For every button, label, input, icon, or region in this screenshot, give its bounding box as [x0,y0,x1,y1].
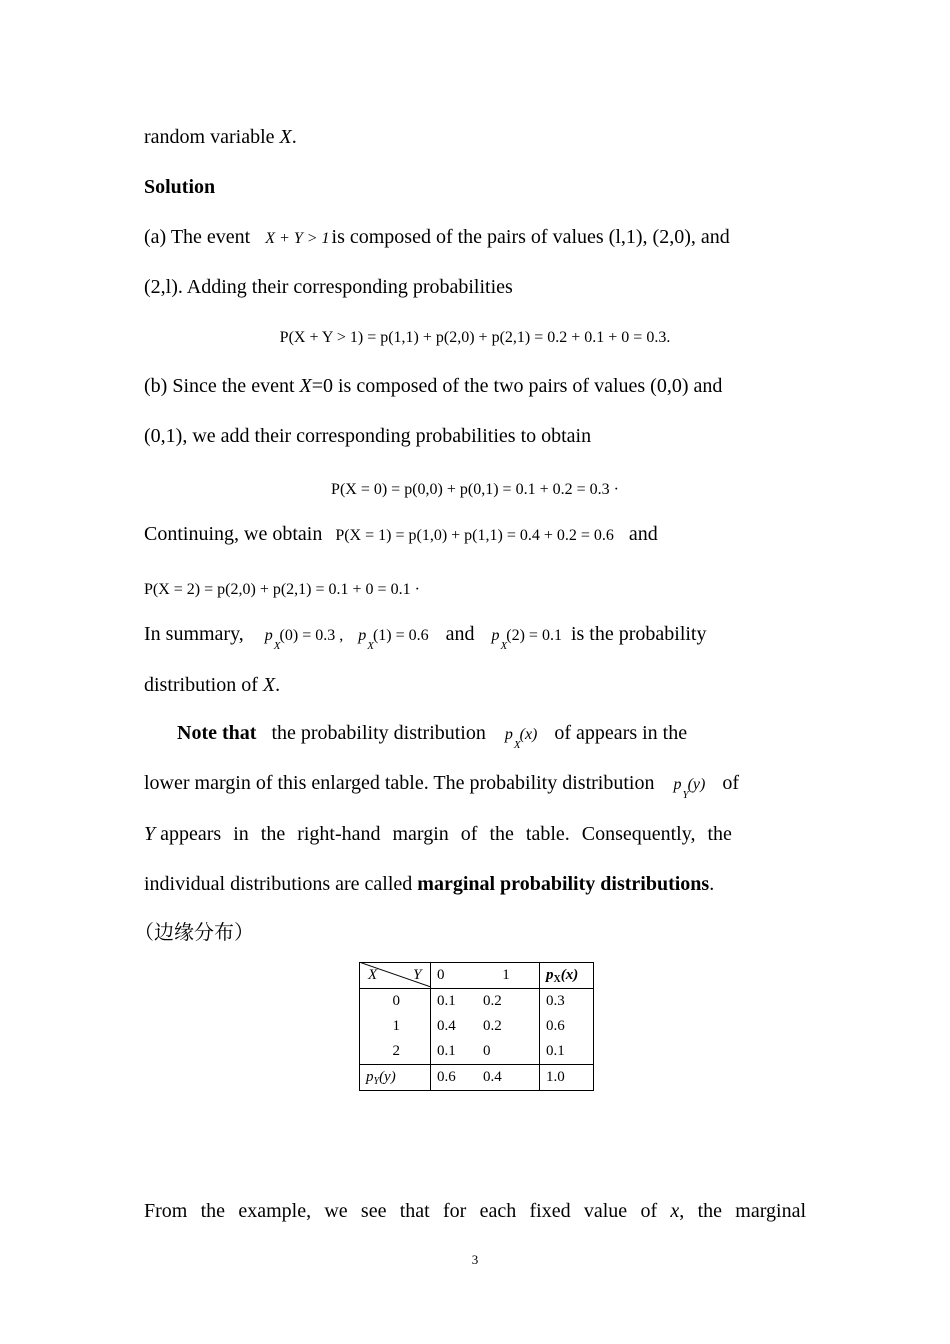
table-px-header: $p_X(x)$ [540,963,594,989]
inline-equation-x1: P(X = 1) = p(1,0) + p(1,1) = 0.4 + 0.2 = 0.6 [335,527,614,544]
distribution-line: distribution of X. [144,674,281,696]
summary-line: In summary, $p_X(0) = 0.3$ , $p_X(1) = 0.6$ and $p_X(2) = 0.1$ is the probability [144,623,707,652]
equation-1: P(X + Y > 1) = p(1,1) + p(2,0) + p(2,1) = 0.2 + 0.1 + 0 = 0.3. [279,329,671,346]
row-x-value: 2 [360,1039,431,1065]
row-x-value: 1 [360,1014,431,1039]
py-label: $p_Y(y)$ [360,1065,431,1091]
table-header-row [360,963,594,989]
table-row [360,989,594,1015]
inline-math-x-plus-y: X + Y > 1 [265,230,330,247]
from-example-line: From the example, we see that for each fixed value of x, the marginal [144,1200,807,1222]
row-probabilities: 0.4 0.2 [431,1014,540,1039]
joint-probability-table [359,962,594,1091]
lower-margin-line: lower margin of this enlarged table. The probability distribution $p_Y(y)$ of [144,772,740,801]
part-b-line-2: (0,1), we add their corresponding probabilities to obtain [144,425,592,447]
equation-3: P(X = 2) = p(2,0) + p(2,1) = 0.1 + 0 = 0.1 · [144,581,420,598]
part-a-line-2: (2,l). Adding their corresponding probabilities [144,276,513,298]
part-a-line-1: (a) The event X + Y > 1 is composed of the pairs of values (l,1), (2,0), and [144,226,730,248]
row-probabilities: 0.1 0 [431,1039,540,1065]
table-corner-cell: X Y [360,963,431,989]
table-py-row [360,1065,594,1091]
note-line: Note that the probability distribution $p_X(x)$ of appears in the [177,722,688,751]
py-values: 0.6 0.4 [431,1065,540,1091]
solution-heading: Solution [144,176,216,198]
row-x-value: 0 [360,989,431,1015]
row-px: 0.1 [540,1039,594,1065]
row-px: 0.6 [540,1014,594,1039]
equation-2: P(X = 0) = p(0,0) + p(0,1) = 0.1 + 0.2 = 0.3 · [331,481,619,498]
table-total: 1.0 [540,1065,594,1091]
row-probabilities: 0.1 0.2 [431,989,540,1015]
table-y-values-header: 0 1 [431,963,540,989]
text-line-random-variable: random variable X. [144,126,297,148]
continuing-line: Continuing, we obtain P(X = 1) = p(1,0) + p(1,1) = 0.4 + 0.2 = 0.6 and [144,523,658,545]
chinese-note: （边缘分布） [134,920,254,944]
part-b-line-1: (b) Since the event X=0 is composed of the two pairs of values (0,0) and [144,375,723,397]
row-px: 0.3 [540,989,594,1015]
table-row [360,1039,594,1065]
individual-distributions-line: individual distributions are called marginal probability distributions. [144,873,715,895]
right-margin-line: Y appears in the right-hand margin of the table. Consequently, the [144,823,732,845]
table-row [360,1014,594,1039]
page-number: 3 [471,1252,479,1267]
